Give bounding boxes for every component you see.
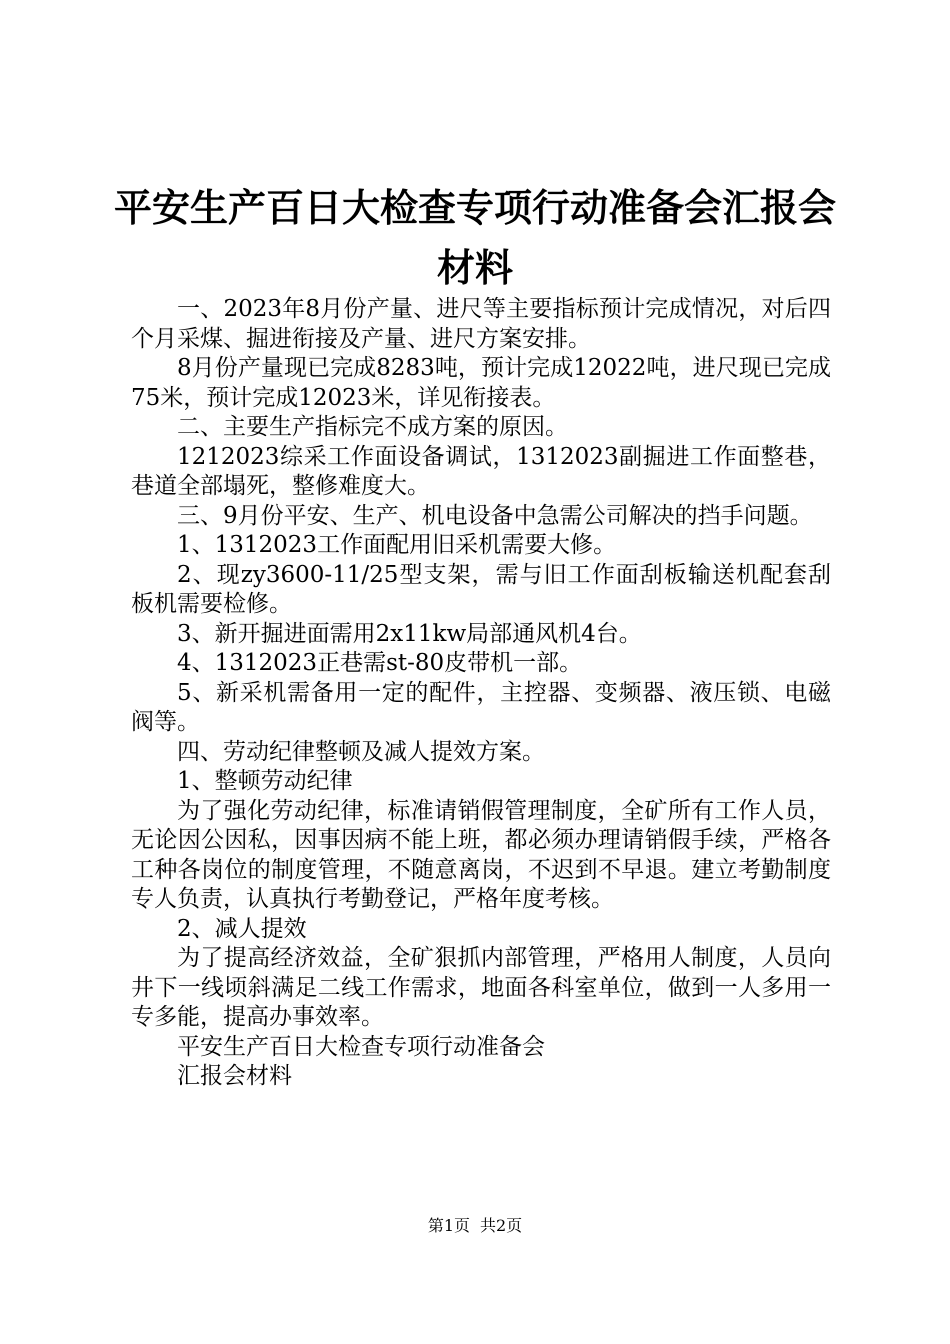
document-body	[131, 295, 831, 1092]
paragraph: 1、整顿劳动纪律	[177, 768, 353, 794]
paragraph: 四、劳动纪律整顿及减人提效方案。	[177, 738, 545, 765]
page-number: 第1页	[427, 1216, 470, 1235]
paragraph: 为了提高经济效益，全矿狠抓内部管理，严格用人制度，人员向井下一线顷斜满足二线工作需求，地面各科室单位，做到一人多用一专多能，提高办事效率。	[131, 945, 831, 1030]
paragraph: 三、9月份平安、生产、机电设备中急需公司解决的挡手问题。	[177, 502, 813, 529]
paragraph: 汇报会材料	[177, 1063, 292, 1089]
paragraph: 5、新采机需备用一定的配件，主控器、变频器、液压锁、电磁阀等。	[131, 679, 831, 735]
paragraph: 平安生产百日大检查专项行动准备会	[177, 1033, 545, 1060]
paragraph: 1、1312023工作面配用旧采机需要大修。	[177, 532, 617, 558]
paragraph: 二、主要生产指标完不成方案的原因。	[177, 414, 568, 440]
paragraph: 为了强化劳动纪律，标准请销假管理制度，全矿所有工作人员，无论因公因私，因事因病不能上班，都必须办理请销假手续，严格各工种各岗位的制度管理，不随意离岗，不迟到不早退。建立考勤制度专人负责，认真执行考勤登记，严格年度考核。	[131, 797, 831, 912]
paragraph: 2、减人提效	[177, 915, 307, 942]
page-footer	[0, 1216, 950, 1236]
paragraph: 2、现zy3600-11/25型支架，需与旧工作面刮板输送机配套刮板机需要检修。	[131, 561, 831, 617]
document-title: 平安生产百日大检查专项行动准备会汇报会材料	[113, 185, 836, 290]
paragraph: 4、1312023正巷需st-80皮带机一部。	[177, 650, 583, 676]
page-total: 共2页	[480, 1216, 523, 1235]
paragraph: 8月份产量现已完成8283吨，预计完成12022吨，进尺现已完成75米，预计完成12023米，详见衔接表。	[131, 355, 831, 411]
paragraph: 1212023综采工作面设备调试，1312023副掘进工作面整巷，巷道全部塌死，整修难度大。	[131, 443, 831, 499]
paragraph: 一、2023年8月份产量、进尺等主要指标预计完成情况，对后四个月采煤、掘进衔接及产量、进尺方案安排。	[131, 296, 831, 352]
paragraph: 3、新开掘进面需用2x11kw局部通风机4台。	[177, 620, 642, 647]
